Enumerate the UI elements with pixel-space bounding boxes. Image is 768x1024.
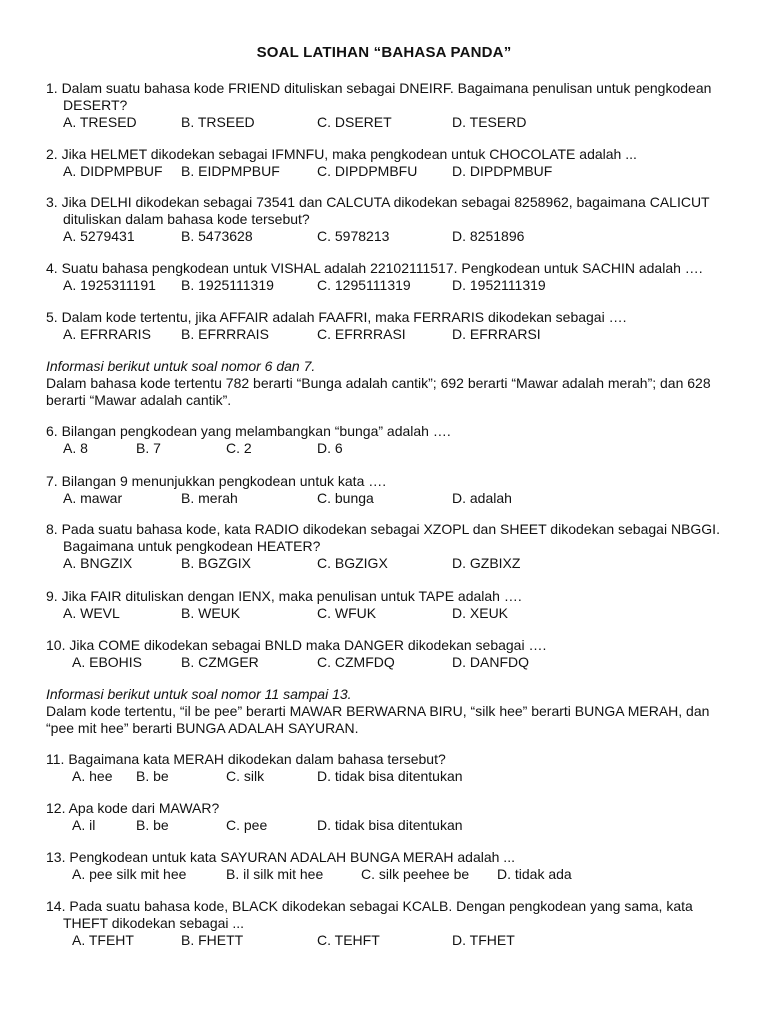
question-9 [46, 588, 722, 622]
option-b: B. il silk mit hee [226, 866, 324, 882]
info-heading: Informasi berikut untuk soal nomor 11 sampai 13. [46, 686, 352, 702]
option-c: C. bunga [317, 490, 374, 506]
option-b: B. be [136, 768, 169, 784]
question-text: 3. Jika DELHI dikodekan sebagai 73541 dan CALCUTA dikodekan sebagai 8258962, bagaimana CALICUT [46, 194, 710, 210]
answer-options [46, 490, 722, 507]
question-text: 4. Suatu bahasa pengkodean untuk VISHAL adalah 22102111517. Pengkodean untuk SACHIN adalah …. [46, 260, 703, 276]
question-text: 11. Bagaimana kata MERAH dikodekan dalam bahasa tersebut? [46, 751, 446, 767]
option-d: D. XEUK [452, 605, 509, 621]
option-d: D. 8251896 [452, 228, 525, 244]
question-text: 14. Pada suatu bahasa kode, BLACK dikodekan sebagai KCALB. Dengan pengkodean yang sama, kata [46, 898, 693, 914]
option-a: A. 8 [63, 440, 88, 456]
question-text: 10. Jika COME dikodekan sebagai BNLD maka DANGER dikodekan sebagai …. [46, 637, 547, 653]
question-5 [46, 309, 722, 343]
question-text-continued: Bagaimana untuk pengkodean HEATER? [63, 538, 321, 554]
option-c: C. CZMFDQ [317, 654, 395, 670]
option-d: D. DANFDQ [452, 654, 529, 670]
option-c: C. BGZIGX [317, 555, 388, 571]
info-text: Dalam kode tertentu, “il be pee” berarti MAWAR BERWARNA BIRU, “silk hee” berarti BUNGA MERAH, dan [46, 703, 710, 719]
question-text: 12. Apa kode dari MAWAR? [46, 800, 220, 816]
option-b: B. BGZGIX [181, 555, 252, 571]
option-b: B. TRSEED [181, 114, 255, 130]
question-text: 13. Pengkodean untuk kata SAYURAN ADALAH BUNGA MERAH adalah ... [46, 849, 515, 865]
answer-options [46, 228, 722, 245]
option-a: A. EBOHIS [72, 654, 143, 670]
answer-options [46, 768, 722, 785]
question-2 [46, 146, 722, 180]
question-3 [46, 194, 722, 245]
option-d: D. TFHET [452, 932, 515, 948]
question-6 [46, 423, 722, 457]
option-a: A. il [72, 817, 96, 833]
option-a: A. hee [72, 768, 113, 784]
option-d: D. tidak bisa ditentukan [317, 768, 463, 784]
option-c: C. silk [226, 768, 265, 784]
info-text: Dalam bahasa kode tertentu 782 berarti “Bunga adalah cantik”; 692 berarti “Mawar adalah merah”; dan 628 [46, 375, 711, 391]
option-a: A. TRESED [63, 114, 137, 130]
option-a: A. pee silk mit hee [72, 866, 187, 882]
answer-options [46, 555, 722, 572]
option-a: A. 1925311191 [63, 277, 156, 293]
option-b: B. 1925111319 [181, 277, 274, 293]
option-a: A. BNGZIX [63, 555, 133, 571]
option-b: B. EIDPMPBUF [181, 163, 280, 179]
option-b: B. 7 [136, 440, 161, 456]
question-12 [46, 800, 722, 834]
answer-options [46, 277, 722, 294]
option-b: B. FHETT [181, 932, 244, 948]
option-c: C. 1295111319 [317, 277, 411, 293]
answer-options [46, 114, 722, 131]
option-a: A. 5279431 [63, 228, 135, 244]
question-text: 6. Bilangan pengkodean yang melambangkan “bunga” adalah …. [46, 423, 451, 439]
question-text-continued: dituliskan dalam bahasa kode tersebut? [63, 211, 310, 227]
question-text: 8. Pada suatu bahasa kode, kata RADIO dikodekan sebagai XZOPL dan SHEET dikodekan sebagai NBGGI. [46, 521, 720, 537]
option-a: A. DIDPMPBUF [63, 163, 163, 179]
question-10 [46, 637, 722, 671]
question-4 [46, 260, 722, 294]
option-d: D. DIPDPMBUF [452, 163, 553, 179]
question-text: 1. Dalam suatu bahasa kode FRIEND dituliskan sebagai DNEIRF. Bagaimana penulisan untuk pengkodean [46, 80, 712, 96]
info-block-11-13 [46, 686, 722, 737]
option-d: D. tidak ada [497, 866, 572, 882]
answer-options [46, 817, 722, 834]
answer-options [46, 326, 722, 343]
option-d: D. 1952111319 [452, 277, 546, 293]
question-11 [46, 751, 722, 785]
question-8 [46, 521, 722, 572]
info-text-continued: berarti “Mawar adalah cantik”. [46, 392, 232, 408]
option-c: C. 2 [226, 440, 252, 456]
info-block-6-7 [46, 358, 722, 409]
question-13 [46, 849, 722, 883]
option-c: C. TEHFT [317, 932, 380, 948]
option-b: B. WEUK [181, 605, 241, 621]
answer-options [46, 932, 722, 949]
question-1 [46, 80, 722, 131]
option-b: B. merah [181, 490, 238, 506]
question-14 [46, 898, 722, 949]
question-text: 2. Jika HELMET dikodekan sebagai IFMNFU, maka pengkodean untuk CHOCOLATE adalah ... [46, 146, 637, 162]
option-c: C. DSERET [317, 114, 392, 130]
option-c: C. EFRRRASI [317, 326, 406, 342]
option-c: C. pee [226, 817, 268, 833]
question-text: 7. Bilangan 9 menunjukkan pengkodean untuk kata …. [46, 473, 387, 489]
option-a: A. WEVL [63, 605, 120, 621]
option-c: C. DIPDPMBFU [317, 163, 418, 179]
question-text: 9. Jika FAIR dituliskan dengan IENX, maka penulisan untuk TAPE adalah …. [46, 588, 522, 604]
option-c: C. silk peehee be [361, 866, 470, 882]
answer-options [46, 163, 722, 180]
question-text-continued: THEFT dikodekan sebagai ... [63, 915, 245, 931]
info-heading: Informasi berikut untuk soal nomor 6 dan 7. [46, 358, 316, 374]
option-a: A. TFEHT [72, 932, 134, 948]
option-d: D. EFRRARSI [452, 326, 541, 342]
option-d: D. tidak bisa ditentukan [317, 817, 463, 833]
question-text: 5. Dalam kode tertentu, jika AFFAIR adalah FAAFRI, maka FERRARIS dikodekan sebagai …. [46, 309, 627, 325]
option-b: B. be [136, 817, 169, 833]
answer-options [46, 605, 722, 622]
info-text-continued: “pee mit hee” berarti BUNGA ADALAH SAYURAN. [46, 720, 359, 736]
option-c: C. 5978213 [317, 228, 390, 244]
option-d: D. TESERD [452, 114, 527, 130]
option-d: D. adalah [452, 490, 512, 506]
question-text-continued: DESERT? [63, 97, 128, 113]
page-title: SOAL LATIHAN “BAHASA PANDA” [256, 44, 512, 61]
answer-options [46, 654, 722, 671]
option-b: B. EFRRRAIS [181, 326, 269, 342]
option-d: D. 6 [317, 440, 343, 456]
answer-options [46, 440, 722, 457]
question-7 [46, 473, 722, 507]
option-d: D. GZBIXZ [452, 555, 521, 571]
option-b: B. 5473628 [181, 228, 253, 244]
answer-options [46, 866, 722, 883]
option-c: C. WFUK [317, 605, 377, 621]
option-a: A. EFRRARIS [63, 326, 151, 342]
option-b: B. CZMGER [181, 654, 259, 670]
option-a: A. mawar [63, 490, 123, 506]
